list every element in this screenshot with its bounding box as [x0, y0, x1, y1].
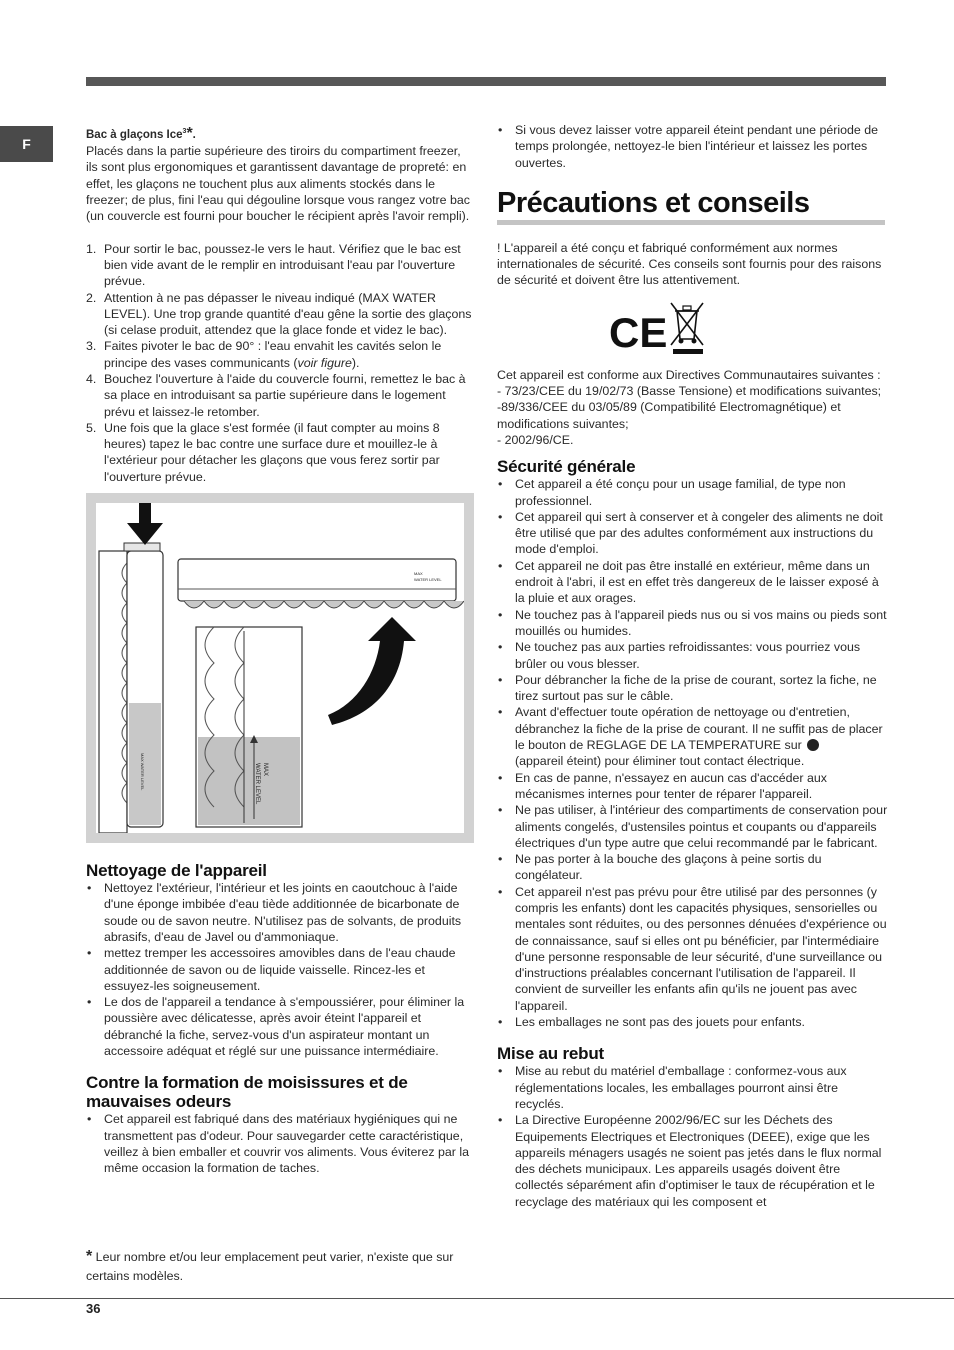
list-item: • Nettoyez l'extérieur, l'intérieur et les joints en caoutchouc à l'aide d'une éponge imbibée d'eau tiède additionnée de bicarbonate de soude ou de savon neutre. N'utilisez pas de solvants, de produits abrasifs, d'eau de Javel ou d'ammoniaque. — [86, 880, 474, 945]
ice-tray-illustration — [96, 503, 464, 833]
cleaning-list — [86, 880, 474, 1059]
list-item: 2. Attention à ne pas dépasser le niveau indiqué (MAX WATER LEVEL). Une trop grande quantité d'eau gêne la sortie des glaçons (si celase produit, attendez que la glace fonde et videz le bac). — [86, 290, 472, 338]
footnote: * Leur nombre et/ou leur emplacement peut varier, n'existe que sur certains modèles. — [86, 1248, 454, 1283]
list-item: • Si vous devez laisser votre appareil éteint pendant une période de temps prolongée, nettoyez-le bien l'intérieur et laissez les portes ouvertes. — [497, 122, 889, 171]
compliance-marks — [497, 299, 889, 359]
list-item: • Ne pas utiliser, à l'intérieur des compartiments de conservation pour aliments congelés, d'ustensiles pointus et coupants ou d'appareils électriques d'un type autre que celui recommandé par le fabricant. — [497, 802, 889, 851]
conformity-line: Cet appareil est conforme aux Directives Communautaires suivantes : — [497, 367, 881, 382]
list-item: • Cet appareil est fabriqué dans des matériaux hygiéniques qui ne transmettent pas d'odeur. Pour sauvegarder cette caractéristique, veillez à bien emballer et couvrir vos aliments. Vous éviterez par la même occasion la formation de taches. — [86, 1111, 474, 1176]
ice-tray-figure — [86, 493, 474, 843]
ice-tray-intro: Placés dans la partie supérieure des tiroirs du compartiment freezer, ils sont plus ergonomiques et garantissent davantage de propreté: en effet, les glaçons ne touchent plus aux aliments stockés dans le freezer; de plus, fini l'eau qui dégouline lorsque vous rangez votre bac (un couvercle est fourni pour boucher le récipient après l'avoir rempli). — [86, 144, 470, 224]
svg-text:MAX: MAX — [414, 571, 423, 577]
mold-list — [86, 1111, 474, 1176]
conformity-line: - 2002/96/CE. — [497, 432, 574, 447]
list-item: 4. Bouchez l'ouverture à l'aide du couvercle fourni, remettez le bac à sa place en introduisant sa partie supérieure dans le logement prévu et laissez-le retomber. — [86, 371, 466, 419]
list-item: • Ne touchez pas à l'appareil pieds nus ou si vos mains ou pieds sont mouillés ou humides. — [497, 607, 889, 640]
list-item: • Mise au rebut du matériel d'emballage : conformez-vous aux réglementations locales, les emballages pourront ainsi être recyclés. — [497, 1063, 889, 1112]
conformity-line: -89/336/CEE du 03/05/89 (Compatibilité Electromagnétique) et modifications suivantes; — [497, 400, 841, 431]
list-item: • Cet appareil a été conçu pour un usage familial, de type non professionnel. — [497, 476, 889, 509]
list-item: • Ne touchez pas aux parties refroidissantes: vous pourriez vous brûler ou vous blesser. — [497, 639, 889, 672]
list-item: • Le dos de l'appareil a tendance à s'empoussiérer, pour éliminer la poussière avec délicatesse, après avoir éteint l'appareil et débranché la fiche, servez-vous d'un aspirateur montant un accessoire adéquat et réglé sur une puissance intermédiaire. — [86, 994, 474, 1059]
disposal-list — [497, 1063, 889, 1210]
list-item: • Cet appareil ne doit pas être installé en extérieur, même dans un endroit à l'abri, il est en effet très dangereux de le laisser exposé à la pluie et aux orages. — [497, 558, 889, 607]
list-item: • La Directive Européenne 2002/96/EC sur les Déchets des Equipements Electriques et Electroniques (DEEE), exige que les appareils ménagers usagés ne soient pas jetés dans le flux normal des déchets municipaux. Les appareils usagés doivent être collectés séparément afin d'optimiser le taux de récupération et le recyclage des matériaux qui les composent et — [497, 1112, 889, 1210]
language-tab: F — [0, 126, 53, 162]
list-item: 1. Pour sortir le bac, poussez-le vers le haut. Vérifiez que le bac est bien vide avant de le remplir en introduisant l'eau par l'ouverture prévue. — [86, 241, 461, 289]
list-item: • Avant d'effectuer toute opération de nettoyage ou d'entretien, débranchez la fiche de la prise de courant. Il ne suffit pas de placer le bouton de REGLAGE DE LA TEMPERATURE sur (appareil éteint) pour éliminer tout contact électrique. — [497, 704, 889, 769]
right-column — [497, 122, 889, 1210]
list-item: • Cet appareil qui sert à conserver et à congeler des aliments ne doit être utilisé que par des adultes conformément aux instructions du mode d'emploi. — [497, 509, 889, 558]
mold-title: Contre la formation de moisissures et de mauvaises odeurs — [86, 1073, 408, 1112]
footer-rule — [0, 1298, 954, 1299]
ce-mark-icon: CE — [609, 308, 668, 356]
list-item: • mettez tremper les accessoires amovibles dans de l'eau chaude additionnée de savon ou de liquide vaisselle. Rincez-les et essuyez-les soigneusement. — [86, 945, 474, 994]
ice-tray-title: Bac à glaçons Ice$^3$*. — [86, 124, 196, 142]
list-item: • Cet appareil n'est pas prévu pour être utilisé par des personnes (y compris les enfants) dont les capacités physiques, sensorielles ou mentales sont réduites, ou des personnes dénuées d'expérience ou de connaissance, sauf si elles ont pu bénéficier, par l'intermédiaire d'une personne responsable de leur sécurité, d'une surveillance ou d'instructions préalables concernant l'utilisation de l'appareil. Il convient de surveiller les enfants afin qu'ils ne jouent pas avec l'appareil. — [497, 884, 889, 1014]
precautions-intro: ! L'appareil a été conçu et fabriqué conformément aux normes internationales de sécurité. Ces conseils sont fournis pour des raisons de sécurité et doivent être lus attentivement. — [497, 240, 882, 288]
safety-list — [497, 476, 889, 1030]
list-item: 5. Une fois que la glace s'est formée (il faut compter au moins 8 heures) tapez le bac contre une surface dure et mouillez-le à l'extérieur pour détacher les glaçons que vous ferez sortir par l'ouverture prévue. — [86, 420, 440, 484]
disposal-title: Mise au rebut — [497, 1044, 604, 1064]
ice-tray-steps — [86, 241, 474, 485]
list-item: • En cas de panne, n'essayez en aucun cas d'accéder aux mécanismes internes pour tenter de réparer l'appareil. — [497, 770, 889, 803]
list-item: • Ne pas porter à la bouche des glaçons à peine sortis du congélateur. — [497, 851, 889, 884]
list-item: 3. Faites pivoter le bac de 90° : l'eau envahit les cavités selon le principe des vases communicants (voir figure). — [86, 339, 442, 370]
conformity-line: - 73/23/CEE du 19/02/73 (Basse Tensione) et modifications suivantes; — [497, 384, 882, 399]
header-bar — [86, 77, 886, 86]
list-item: • Les emballages ne sont pas des jouets pour enfants. — [497, 1014, 889, 1030]
svg-text:MAX: MAX — [262, 763, 268, 777]
svg-text:WATER LEVEL: WATER LEVEL — [254, 763, 260, 805]
right-intro-list — [497, 122, 889, 171]
svg-text:MAX WATER LEVEL: MAX WATER LEVEL — [140, 753, 145, 791]
weee-bin-icon — [671, 303, 703, 354]
precautions-title: Précautions et conseils — [497, 186, 810, 219]
left-column — [86, 124, 474, 1177]
safety-title: Sécurité générale — [497, 457, 636, 477]
cleaning-title: Nettoyage de l'appareil — [86, 861, 267, 881]
off-position-icon — [807, 739, 819, 751]
page-number: 36 — [86, 1301, 101, 1316]
svg-text:WATER LEVEL: WATER LEVEL — [414, 577, 442, 583]
list-item: • Pour débrancher la fiche de la prise de courant, sortez la fiche, ne tirez surtout pas sur le câble. — [497, 672, 889, 705]
